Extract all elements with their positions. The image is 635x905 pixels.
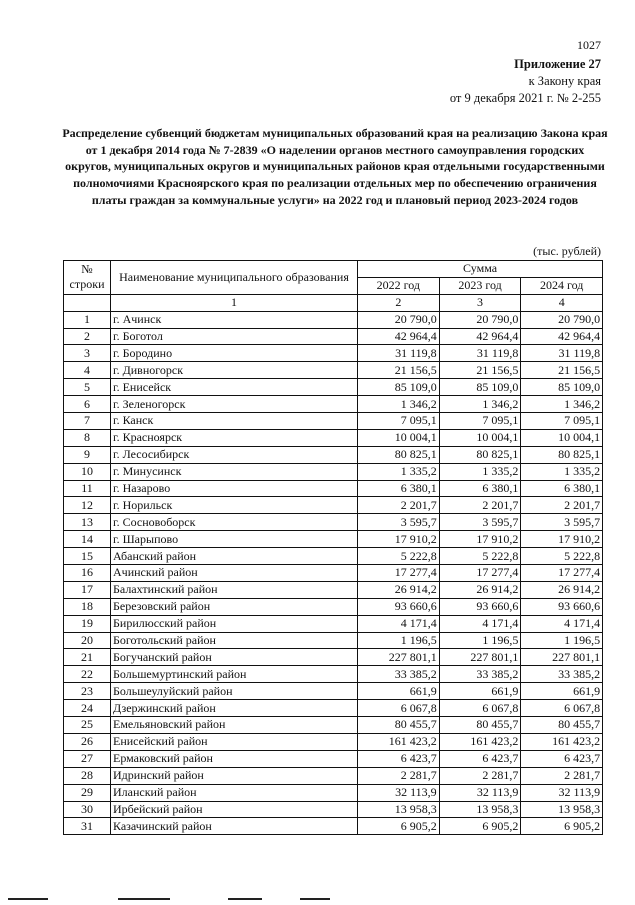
row-number-cell: 20: [64, 632, 111, 649]
row-number-cell: 29: [64, 784, 111, 801]
amount-2022-cell: 1 346,2: [358, 396, 440, 413]
municipality-name-cell: г. Канск: [111, 413, 358, 430]
table-row: [64, 429, 603, 446]
table-row: [64, 480, 603, 497]
amount-2024-cell: 85 109,0: [521, 379, 603, 396]
municipality-name-cell: г. Енисейск: [111, 379, 358, 396]
municipality-name-cell: Большемуртинский район: [111, 666, 358, 683]
municipality-name-cell: Ермаковский район: [111, 750, 358, 767]
header-name: Наименование муниципального образования: [111, 261, 358, 295]
row-number-cell: 19: [64, 615, 111, 632]
municipality-name-cell: Абанский район: [111, 548, 358, 565]
amount-2023-cell: 227 801,1: [439, 649, 521, 666]
amount-2024-cell: 21 156,5: [521, 362, 603, 379]
table-row: [64, 463, 603, 480]
header-year-2022: 2022 год: [358, 277, 440, 294]
amount-2023-cell: 93 660,6: [439, 598, 521, 615]
amount-2022-cell: 2 201,7: [358, 497, 440, 514]
amount-2022-cell: 7 095,1: [358, 413, 440, 430]
municipality-name-cell: г. Дивногорск: [111, 362, 358, 379]
table-row: [64, 413, 603, 430]
amount-2022-cell: 161 423,2: [358, 733, 440, 750]
row-number-cell: 17: [64, 581, 111, 598]
table-row: [64, 632, 603, 649]
amount-2022-cell: 80 825,1: [358, 446, 440, 463]
amount-2024-cell: 17 277,4: [521, 565, 603, 582]
table-row: [64, 666, 603, 683]
municipality-name-cell: Идринский район: [111, 767, 358, 784]
amount-2023-cell: 3 595,7: [439, 514, 521, 531]
municipality-name-cell: Казачинский район: [111, 818, 358, 835]
amount-2023-cell: 2 281,7: [439, 767, 521, 784]
municipality-name-cell: г. Сосновоборск: [111, 514, 358, 531]
amount-2024-cell: 17 910,2: [521, 531, 603, 548]
amount-2023-cell: 20 790,0: [439, 311, 521, 328]
row-number-cell: 31: [64, 818, 111, 835]
document-title: Распределение субвенций бюджетам муниципальных образований края на реализацию Закона края от 1 декабря 2014 года № 7-2839 «О наделении органов местного самоуправления городских округов, муниципальных округов и муниципальных районов края отдельными государственными полномочиями Красноярского края по реализации отдельных мер по обеспечению ограничения платы граждан за коммунальные услуги» на 2022 год и плановый период 2023-2024 годов: [62, 126, 608, 207]
table-row: [64, 328, 603, 345]
amount-2023-cell: 6 905,2: [439, 818, 521, 835]
row-number-cell: 3: [64, 345, 111, 362]
amount-2022-cell: 6 380,1: [358, 480, 440, 497]
row-number-cell: 12: [64, 497, 111, 514]
table-row: [64, 733, 603, 750]
amount-2023-cell: 32 113,9: [439, 784, 521, 801]
row-number-cell: 16: [64, 565, 111, 582]
municipality-name-cell: г. Бородино: [111, 345, 358, 362]
row-number-cell: 24: [64, 700, 111, 717]
page-bottom-edge: [0, 896, 635, 905]
municipality-name-cell: Боготольский район: [111, 632, 358, 649]
row-number-cell: 28: [64, 767, 111, 784]
row-number-cell: 1: [64, 311, 111, 328]
amount-2023-cell: 6 423,7: [439, 750, 521, 767]
row-number-cell: 30: [64, 801, 111, 818]
amount-2024-cell: 6 905,2: [521, 818, 603, 835]
numbering-cell: 2: [358, 294, 440, 311]
amount-2024-cell: 1 335,2: [521, 463, 603, 480]
amount-2022-cell: 17 910,2: [358, 531, 440, 548]
amount-2023-cell: 1 196,5: [439, 632, 521, 649]
units-label: (тыс. рублей): [533, 244, 601, 258]
amount-2023-cell: 10 004,1: [439, 429, 521, 446]
amount-2024-cell: 33 385,2: [521, 666, 603, 683]
amount-2023-cell: 4 171,4: [439, 615, 521, 632]
amount-2023-cell: 13 958,3: [439, 801, 521, 818]
row-number-cell: 7: [64, 413, 111, 430]
header-year-2023: 2023 год: [439, 277, 521, 294]
amount-2022-cell: 10 004,1: [358, 429, 440, 446]
row-number-cell: 18: [64, 598, 111, 615]
amount-2022-cell: 85 109,0: [358, 379, 440, 396]
amount-2024-cell: 661,9: [521, 683, 603, 700]
municipality-name-cell: г. Норильск: [111, 497, 358, 514]
municipality-name-cell: Иланский район: [111, 784, 358, 801]
amount-2024-cell: 6 423,7: [521, 750, 603, 767]
amount-2022-cell: 661,9: [358, 683, 440, 700]
amount-2023-cell: 6 380,1: [439, 480, 521, 497]
amount-2024-cell: 20 790,0: [521, 311, 603, 328]
table-row: [64, 396, 603, 413]
amount-2024-cell: 80 455,7: [521, 717, 603, 734]
amount-2024-cell: 32 113,9: [521, 784, 603, 801]
amount-2022-cell: 93 660,6: [358, 598, 440, 615]
municipality-name-cell: г. Красноярск: [111, 429, 358, 446]
table-row: [64, 818, 603, 835]
amount-2022-cell: 4 171,4: [358, 615, 440, 632]
amount-2023-cell: 17 277,4: [439, 565, 521, 582]
row-number-cell: 9: [64, 446, 111, 463]
table-row: [64, 565, 603, 582]
amount-2022-cell: 1 196,5: [358, 632, 440, 649]
table-row: [64, 446, 603, 463]
row-number-cell: 15: [64, 548, 111, 565]
row-number-cell: 23: [64, 683, 111, 700]
row-number-cell: 26: [64, 733, 111, 750]
table-row: [64, 345, 603, 362]
municipality-name-cell: г. Шарыпово: [111, 531, 358, 548]
amount-2024-cell: 93 660,6: [521, 598, 603, 615]
appendix-date: от 9 декабря 2021 г. № 2-255: [449, 91, 601, 105]
amount-2022-cell: 42 964,4: [358, 328, 440, 345]
row-number-cell: 22: [64, 666, 111, 683]
row-number-cell: 2: [64, 328, 111, 345]
municipality-name-cell: г. Ачинск: [111, 311, 358, 328]
amount-2024-cell: 5 222,8: [521, 548, 603, 565]
numbering-cell: [64, 294, 111, 311]
row-number-cell: 27: [64, 750, 111, 767]
row-number-cell: 25: [64, 717, 111, 734]
amount-2023-cell: 21 156,5: [439, 362, 521, 379]
amount-2024-cell: 31 119,8: [521, 345, 603, 362]
amount-2022-cell: 17 277,4: [358, 565, 440, 582]
amount-2024-cell: 4 171,4: [521, 615, 603, 632]
row-number-cell: 4: [64, 362, 111, 379]
amount-2024-cell: 2 201,7: [521, 497, 603, 514]
amount-2023-cell: 7 095,1: [439, 413, 521, 430]
amount-2024-cell: 1 346,2: [521, 396, 603, 413]
table-row: [64, 514, 603, 531]
row-number-cell: 14: [64, 531, 111, 548]
amount-2023-cell: 33 385,2: [439, 666, 521, 683]
table-row: [64, 750, 603, 767]
municipality-name-cell: Богучанский район: [111, 649, 358, 666]
numbering-cell: 3: [439, 294, 521, 311]
municipality-name-cell: Березовский район: [111, 598, 358, 615]
amount-2023-cell: 5 222,8: [439, 548, 521, 565]
table-row: [64, 784, 603, 801]
header-sum: Сумма: [358, 261, 603, 278]
table-row: [64, 362, 603, 379]
row-number-cell: 10: [64, 463, 111, 480]
table-row: [64, 717, 603, 734]
row-number-cell: 21: [64, 649, 111, 666]
amount-2023-cell: 80 825,1: [439, 446, 521, 463]
appendix-block: [450, 56, 601, 107]
amount-2024-cell: 42 964,4: [521, 328, 603, 345]
amount-2023-cell: 26 914,2: [439, 581, 521, 598]
amount-2024-cell: 10 004,1: [521, 429, 603, 446]
row-number-cell: 13: [64, 514, 111, 531]
amount-2022-cell: 227 801,1: [358, 649, 440, 666]
table-row: [64, 548, 603, 565]
amount-2022-cell: 2 281,7: [358, 767, 440, 784]
municipality-name-cell: г. Лесосибирск: [111, 446, 358, 463]
municipality-name-cell: Емельяновский район: [111, 717, 358, 734]
amount-2024-cell: 3 595,7: [521, 514, 603, 531]
table-row: [64, 767, 603, 784]
amount-2024-cell: 2 281,7: [521, 767, 603, 784]
row-number-cell: 8: [64, 429, 111, 446]
amount-2024-cell: 7 095,1: [521, 413, 603, 430]
row-number-cell: 5: [64, 379, 111, 396]
amount-2023-cell: 80 455,7: [439, 717, 521, 734]
amount-2022-cell: 33 385,2: [358, 666, 440, 683]
amount-2023-cell: 1 346,2: [439, 396, 521, 413]
amount-2024-cell: 13 958,3: [521, 801, 603, 818]
subventions-table: [63, 260, 603, 835]
municipality-name-cell: Ирбейский район: [111, 801, 358, 818]
municipality-name-cell: Большеулуйский район: [111, 683, 358, 700]
municipality-name-cell: Бирилюсский район: [111, 615, 358, 632]
amount-2022-cell: 21 156,5: [358, 362, 440, 379]
amount-2024-cell: 80 825,1: [521, 446, 603, 463]
amount-2022-cell: 1 335,2: [358, 463, 440, 480]
amount-2023-cell: 2 201,7: [439, 497, 521, 514]
amount-2024-cell: 161 423,2: [521, 733, 603, 750]
municipality-name-cell: Балахтинский район: [111, 581, 358, 598]
amount-2022-cell: 13 958,3: [358, 801, 440, 818]
municipality-name-cell: г. Боготол: [111, 328, 358, 345]
table-body: [64, 311, 603, 835]
row-number-cell: 11: [64, 480, 111, 497]
table-row: [64, 581, 603, 598]
page-number: 1027: [577, 38, 601, 52]
municipality-name-cell: г. Назарово: [111, 480, 358, 497]
column-numbering-row: [64, 294, 603, 311]
table-row: [64, 598, 603, 615]
municipality-name-cell: Дзержинский район: [111, 700, 358, 717]
table-row: [64, 497, 603, 514]
amount-2022-cell: 3 595,7: [358, 514, 440, 531]
table-row: [64, 683, 603, 700]
amount-2023-cell: 6 067,8: [439, 700, 521, 717]
amount-2024-cell: 227 801,1: [521, 649, 603, 666]
table-row: [64, 311, 603, 328]
amount-2022-cell: 26 914,2: [358, 581, 440, 598]
amount-2024-cell: 6 380,1: [521, 480, 603, 497]
municipality-name-cell: г. Минусинск: [111, 463, 358, 480]
header-year-2024: 2024 год: [521, 277, 603, 294]
table-row: [64, 379, 603, 396]
amount-2024-cell: 6 067,8: [521, 700, 603, 717]
amount-2022-cell: 6 905,2: [358, 818, 440, 835]
row-number-cell: 6: [64, 396, 111, 413]
table-row: [64, 615, 603, 632]
amount-2022-cell: 5 222,8: [358, 548, 440, 565]
numbering-cell: 4: [521, 294, 603, 311]
amount-2022-cell: 20 790,0: [358, 311, 440, 328]
municipality-name-cell: Ачинский район: [111, 565, 358, 582]
numbering-cell: 1: [111, 294, 358, 311]
amount-2022-cell: 31 119,8: [358, 345, 440, 362]
appendix-law-ref: к Закону края: [528, 74, 601, 88]
appendix-title: Приложение 27: [514, 57, 601, 71]
amount-2024-cell: 26 914,2: [521, 581, 603, 598]
table-row: [64, 801, 603, 818]
amount-2023-cell: 42 964,4: [439, 328, 521, 345]
header-row-number: № строки: [64, 261, 111, 295]
municipality-name-cell: Енисейский район: [111, 733, 358, 750]
amount-2023-cell: 17 910,2: [439, 531, 521, 548]
table-row: [64, 531, 603, 548]
amount-2022-cell: 6 067,8: [358, 700, 440, 717]
amount-2024-cell: 1 196,5: [521, 632, 603, 649]
amount-2022-cell: 6 423,7: [358, 750, 440, 767]
table-row: [64, 700, 603, 717]
municipality-name-cell: г. Зеленогорск: [111, 396, 358, 413]
amount-2023-cell: 161 423,2: [439, 733, 521, 750]
amount-2023-cell: 31 119,8: [439, 345, 521, 362]
table-row: [64, 649, 603, 666]
amount-2022-cell: 80 455,7: [358, 717, 440, 734]
amount-2022-cell: 32 113,9: [358, 784, 440, 801]
amount-2023-cell: 1 335,2: [439, 463, 521, 480]
amount-2023-cell: 661,9: [439, 683, 521, 700]
amount-2023-cell: 85 109,0: [439, 379, 521, 396]
